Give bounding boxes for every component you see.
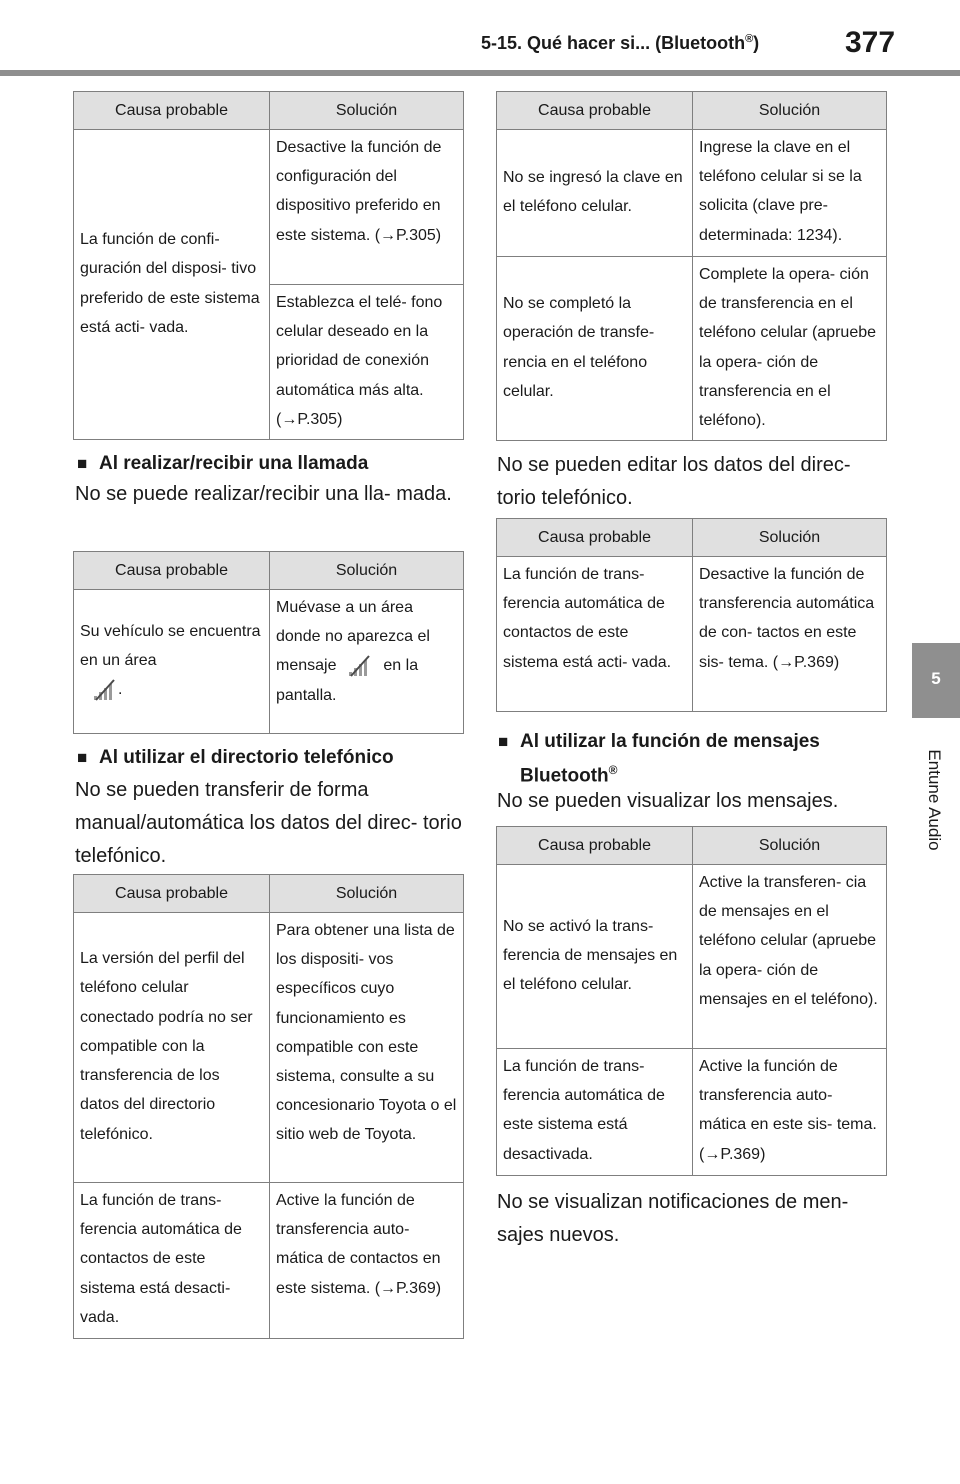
cause-cell: La versión del perfil del teléfono celular conectado podría no ser compatible con la transferencia de los datos del directorio telefónico.	[74, 913, 270, 1183]
chapter-tab: 5	[912, 643, 960, 718]
page-number: 377	[845, 26, 896, 59]
header-solution: Solución	[693, 92, 887, 130]
section-text-phonebook: No se pueden transferir de forma manual/automática los datos del direc- torio telefónico.	[75, 779, 462, 867]
cause-cell: No se ingresó la clave en el teléfono celular.	[497, 130, 693, 257]
section-text-call: No se puede realizar/recibir una lla- mada.	[75, 483, 452, 505]
edit-contacts-text: No se pueden editar los datos del direc- torio telefónico.	[497, 454, 851, 509]
table-device-preference	[73, 91, 464, 440]
solution-cell: Active la transferen- cia de mensajes en el teléfono celular (apruebe la opera- ción de mensajes en el teléfono).	[693, 865, 887, 1049]
table-edit-contacts	[496, 518, 887, 712]
header-solution: Solución	[693, 519, 887, 557]
header-cause: Causa probable	[74, 552, 270, 590]
header-solution: Solución	[270, 92, 464, 130]
header-cause: Causa probable	[497, 519, 693, 557]
section-heading-messages: ■ Al utilizar la función de mensajes Bluetooth®	[498, 731, 820, 787]
solution-cell: Complete la opera- ción de transferencia en el teléfono celular (apruebe la opera- ción de transferencia en el teléfono).	[693, 257, 887, 441]
cause-cell: No se activó la trans- ferencia de mensajes en el teléfono celular.	[497, 865, 693, 1049]
section-text-messages: No se pueden visualizar los mensajes.	[497, 790, 839, 812]
cause-cell: La función de confi- guración del disposi- tivo preferido de este sistema está acti- vada.	[74, 130, 270, 440]
table-call	[73, 551, 464, 734]
solution-cell: Desactive la función de transferencia automática de con- tactos en este sis- tema. (→P.369)	[693, 557, 887, 712]
no-signal-icon	[92, 679, 118, 701]
header-cause: Causa probable	[497, 92, 693, 130]
solution-cell: Active la función de transferencia auto- mática en este sis- tema. (→P.369)	[693, 1049, 887, 1176]
cause-cell: No se completó la operación de transfe- rencia en el teléfono celular.	[497, 257, 693, 441]
header-solution: Solución	[270, 875, 464, 913]
solution-cell: Ingrese la clave en el teléfono celular si se la solicita (clave pre- determinada: 1234).	[693, 130, 887, 257]
solution-cell: Muévase a un área donde no aparezca el mensaje en la pantalla.	[270, 590, 464, 734]
table-messages	[496, 826, 887, 1176]
solution-cell: Active la función de transferencia auto- mática de contactos en este sistema. (→P.369)	[270, 1183, 464, 1339]
solution-cell: Establezca el telé- fono celular deseado en la prioridad de conexión automática más alta. (→P.305)	[270, 285, 464, 440]
solution-cell: Para obtener una lista de los dispositi- vos específicos cuyo funcionamiento es compatible con este sistema, consulte a su concesionario Toyota o el sitio web de Toyota.	[270, 913, 464, 1183]
table-passkey	[496, 91, 887, 441]
chapter-label: Entune Audio	[925, 749, 944, 851]
header-solution: Solución	[693, 827, 887, 865]
header-cause: Causa probable	[74, 92, 270, 130]
header-solution: Solución	[270, 552, 464, 590]
cause-cell: La función de trans- ferencia automática de contactos de este sistema está acti- vada.	[497, 557, 693, 712]
notification-text: No se visualizan notificaciones de men- sajes nuevos.	[497, 1191, 849, 1246]
cause-cell: La función de trans- ferencia automática de este sistema está desactivada.	[497, 1049, 693, 1176]
table-phonebook	[73, 874, 464, 1339]
header-cause: Causa probable	[74, 875, 270, 913]
no-signal-icon	[347, 655, 373, 677]
section-heading-call: ■ Al realizar/recibir una llamada	[77, 453, 369, 474]
cause-cell: Su vehículo se encuentra en un área .	[74, 590, 270, 734]
header-cause: Causa probable	[497, 827, 693, 865]
header-rule	[0, 70, 960, 76]
cause-cell: La función de trans- ferencia automática de contactos de este sistema está desacti- vada.	[74, 1183, 270, 1339]
running-header: 5-15. Qué hacer si... (Bluetooth®)	[481, 33, 760, 53]
solution-cell: Desactive la función de configuración del dispositivo preferido en este sistema. (→P.305)	[270, 130, 464, 285]
section-heading-phonebook: ■ Al utilizar el directorio telefónico	[77, 747, 394, 768]
